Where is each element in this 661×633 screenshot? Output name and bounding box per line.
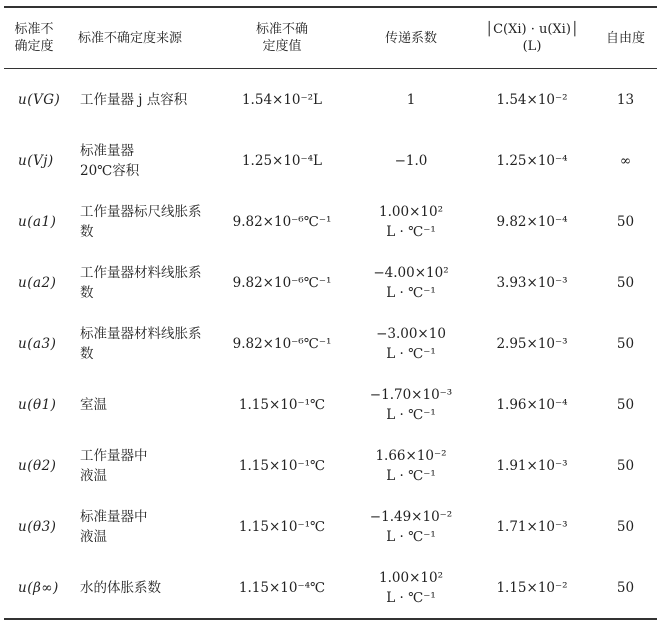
row-value: 1.15×10⁻¹℃: [238, 396, 326, 413]
row-source: 工作量器材料线胀系 数: [80, 264, 202, 301]
row-symbol: u(θ2): [18, 457, 57, 474]
uncertainty-table: [4, 6, 657, 620]
row-product: 9.82×10⁻⁴: [496, 213, 568, 230]
row-product: 1.25×10⁻⁴: [496, 152, 568, 169]
row-symbol: u(a3): [18, 335, 57, 352]
row-product: 1.91×10⁻³: [496, 457, 568, 474]
table-body: [4, 69, 657, 620]
row-symbol: u(θ3): [18, 518, 57, 535]
row-value: 9.82×10⁻⁶℃⁻¹: [232, 213, 332, 230]
row-coefficient: −1.49×10⁻² L · ℃⁻¹: [369, 508, 453, 545]
row-coefficient: −3.00×10 L · ℃⁻¹: [376, 325, 446, 362]
table-row: [4, 69, 657, 131]
row-dof: 50: [616, 335, 635, 352]
table-row: [4, 435, 657, 496]
row-product: 1.15×10⁻²: [470, 557, 594, 619]
header-source: 标准不确定度来源: [64, 7, 212, 69]
row-dof: ∞: [619, 152, 632, 169]
row-source: 工作量器 j 点容积: [80, 91, 188, 108]
row-dof: 13: [616, 91, 635, 108]
row-value: 1.15×10⁻¹℃: [238, 457, 326, 474]
row-dof: 50: [594, 557, 657, 619]
header-row: [4, 7, 657, 69]
row-product: 3.93×10⁻³: [496, 274, 568, 291]
row-value: 1.25×10⁻⁴L: [241, 152, 323, 169]
row-source: 室温: [80, 396, 107, 413]
row-symbol: u(Vj): [18, 152, 54, 169]
row-value: 9.82×10⁻⁶℃⁻¹: [232, 335, 332, 352]
row-symbol: u(a1): [18, 213, 57, 230]
row-dof: 50: [616, 396, 635, 413]
row-source: 标准量器材料线胀系 数: [80, 325, 202, 362]
row-value: 9.82×10⁻⁶℃⁻¹: [232, 274, 332, 291]
row-dof: 50: [616, 457, 635, 474]
table-row: [4, 496, 657, 557]
row-product: 1.96×10⁻⁴: [496, 396, 568, 413]
row-dof: 50: [616, 518, 635, 535]
table-row: [4, 252, 657, 313]
header-value: 标准不确 定度值: [212, 7, 352, 69]
header-dof: 自由度: [594, 7, 657, 69]
row-product: 2.95×10⁻³: [496, 335, 568, 352]
row-source: 水的体胀系数: [64, 557, 212, 619]
row-source: 工作量器标尺线胀系 数: [80, 203, 202, 240]
table-row: [4, 313, 657, 374]
table-row: [4, 130, 657, 191]
row-source: 标准量器 20℃容积: [80, 142, 140, 179]
header-product: │C(Xi) · u(Xi)│ (L): [470, 7, 594, 69]
row-product: 1.71×10⁻³: [496, 518, 568, 535]
row-symbol: u(β∞): [4, 557, 64, 619]
row-source: 标准量器中 液温: [80, 508, 148, 545]
row-source: 工作量器中 液温: [80, 447, 148, 484]
row-symbol: u(VG): [18, 91, 61, 108]
row-dof: 50: [616, 274, 635, 291]
table-row: [4, 374, 657, 435]
row-coefficient: 1.66×10⁻² L · ℃⁻¹: [375, 447, 447, 484]
row-coefficient: −1.0: [394, 152, 428, 169]
row-value: 1.15×10⁻¹℃: [238, 518, 326, 535]
row-symbol: u(a2): [18, 274, 57, 291]
row-value: 1.15×10⁻⁴℃: [212, 557, 352, 619]
row-product: 1.54×10⁻²: [496, 91, 568, 108]
row-value: 1.54×10⁻²L: [241, 91, 323, 108]
row-dof: 50: [616, 213, 635, 230]
row-coefficient: 1: [406, 91, 416, 108]
row-coefficient: 1.00×10² L · ℃⁻¹: [379, 203, 443, 240]
header-symbol: 标准不 确定度: [4, 7, 64, 69]
row-coefficient: −1.70×10⁻³ L · ℃⁻¹: [369, 386, 453, 423]
table-row: [4, 557, 657, 619]
header-coefficient: 传递系数: [352, 7, 470, 69]
table-row: [4, 191, 657, 252]
row-symbol: u(θ1): [18, 396, 57, 413]
row-coefficient: −4.00×10² L · ℃⁻¹: [373, 264, 449, 301]
table-header: [4, 7, 657, 69]
row-coefficient: 1.00×10² L · ℃⁻¹: [352, 557, 470, 619]
